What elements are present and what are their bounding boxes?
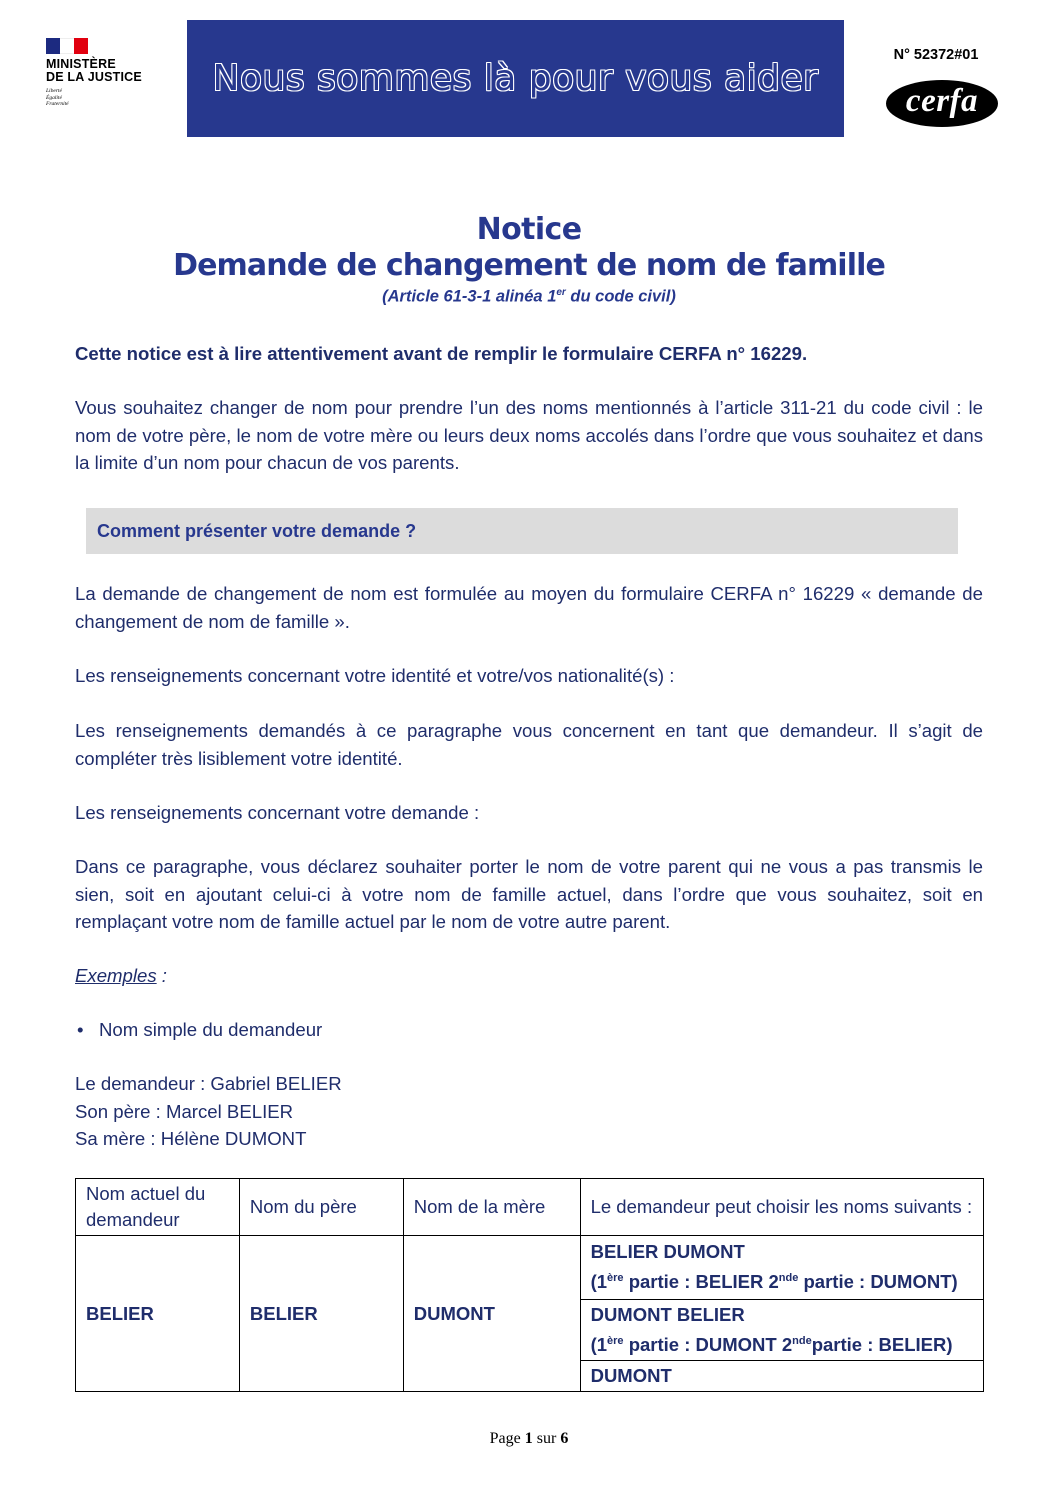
- example-family: [75, 1070, 983, 1153]
- page-footer: Page 1 sur 6: [489, 1430, 569, 1447]
- table-header-row: [76, 1179, 984, 1236]
- cell-mother-name: DUMONT: [403, 1236, 580, 1392]
- paragraph-identity: Les renseignements demandés à ce paragraphe vous concernent en tant que demandeur. Il s’agit de compléter très lisiblement votre identité.: [75, 720, 983, 769]
- cell-current-name: BELIER: [76, 1236, 240, 1392]
- bullet-dot: •: [77, 1019, 84, 1040]
- section-header: [86, 508, 958, 554]
- paragraph-purpose: Vous souhaitez changer de nom pour prendre l’un des noms mentionnés à l’article 311-21 du code civil : le nom de votre père, le nom de votre mère ou leurs deux noms accolés dans l’ordre que vous souhaitez et dans la limite d’un nom pour chacun de vos parents.: [75, 397, 983, 473]
- cerfa-logo: cerfa: [886, 80, 998, 127]
- paragraph-request-heading: Les renseignements concernant votre demande :: [75, 802, 480, 823]
- header-father-name: Nom du père: [239, 1179, 403, 1236]
- examples-label: Exemples :: [75, 965, 167, 986]
- section-title: Comment présenter votre demande ?: [97, 520, 417, 541]
- header-current-name: Nom actuel du demandeur: [76, 1179, 240, 1236]
- paragraph-form: La demande de changement de nom est formulée au moyen du formulaire CERFA n° 16229 « demande de changement de nom de famille ».: [75, 583, 983, 632]
- example-mother: Sa mère : Hélène DUMONT: [75, 1128, 307, 1149]
- document-title: Demande de changement de nom de famille: [173, 248, 885, 283]
- example-father: Son père : Marcel BELIER: [75, 1100, 294, 1122]
- cell-father-name: BELIER: [239, 1236, 403, 1392]
- paragraph-request: Dans ce paragraphe, vous déclarez souhaiter porter le nom de votre parent qui ne vous a pas transmis le sien, soit en ajoutant celui-ci à votre nom de famille actuel, dans l’ordre que vous souhaitez, soit en remplaçant votre nom de famille actuel par le nom de votre autre parent.: [75, 856, 983, 932]
- french-flag-icon: [46, 38, 88, 54]
- header-banner: [187, 20, 844, 137]
- cerfa-number: N° 52372#01: [893, 47, 979, 63]
- bullet-item: • Nom simple du demandeur: [75, 1016, 983, 1044]
- current-page: 1: [524, 1430, 533, 1447]
- cell-choice-3: DUMONT: [580, 1361, 983, 1392]
- republic-motto: Liberté Égalité Fraternité: [46, 88, 69, 107]
- ministry-name-line2: DE LA JUSTICE: [46, 70, 142, 84]
- example-applicant: Le demandeur : Gabriel BELIER: [75, 1073, 342, 1094]
- banner-title: Nous sommes là pour vous aider: [212, 58, 819, 99]
- example-table: [75, 1178, 984, 1392]
- ministry-logo: [46, 38, 171, 128]
- intro-warning: Cette notice est à lire attentivement avant de remplir le formulaire CERFA n° 16229.: [75, 343, 808, 364]
- article-reference: (Article 61-3-1 alinéa 1er du code civil): [382, 287, 676, 306]
- header-choices: Le demandeur peut choisir les noms suivants :: [580, 1179, 983, 1236]
- cell-choice-2: DUMONT BELIER (1ère partie : DUMONT 2ndepartie : BELIER): [580, 1300, 983, 1361]
- table-row: [76, 1236, 984, 1300]
- paragraph-identity-heading: Les renseignements concernant votre identité et votre/vos nationalité(s) :: [75, 665, 675, 686]
- cell-choice-1: BELIER DUMONT (1ère partie : BELIER 2nde partie : DUMONT): [580, 1236, 983, 1300]
- notice-title: Notice: [476, 212, 582, 247]
- total-pages: 6: [560, 1430, 569, 1447]
- header-mother-name: Nom de la mère: [403, 1179, 580, 1236]
- ministry-name-line1: MINISTÈRE: [46, 57, 116, 71]
